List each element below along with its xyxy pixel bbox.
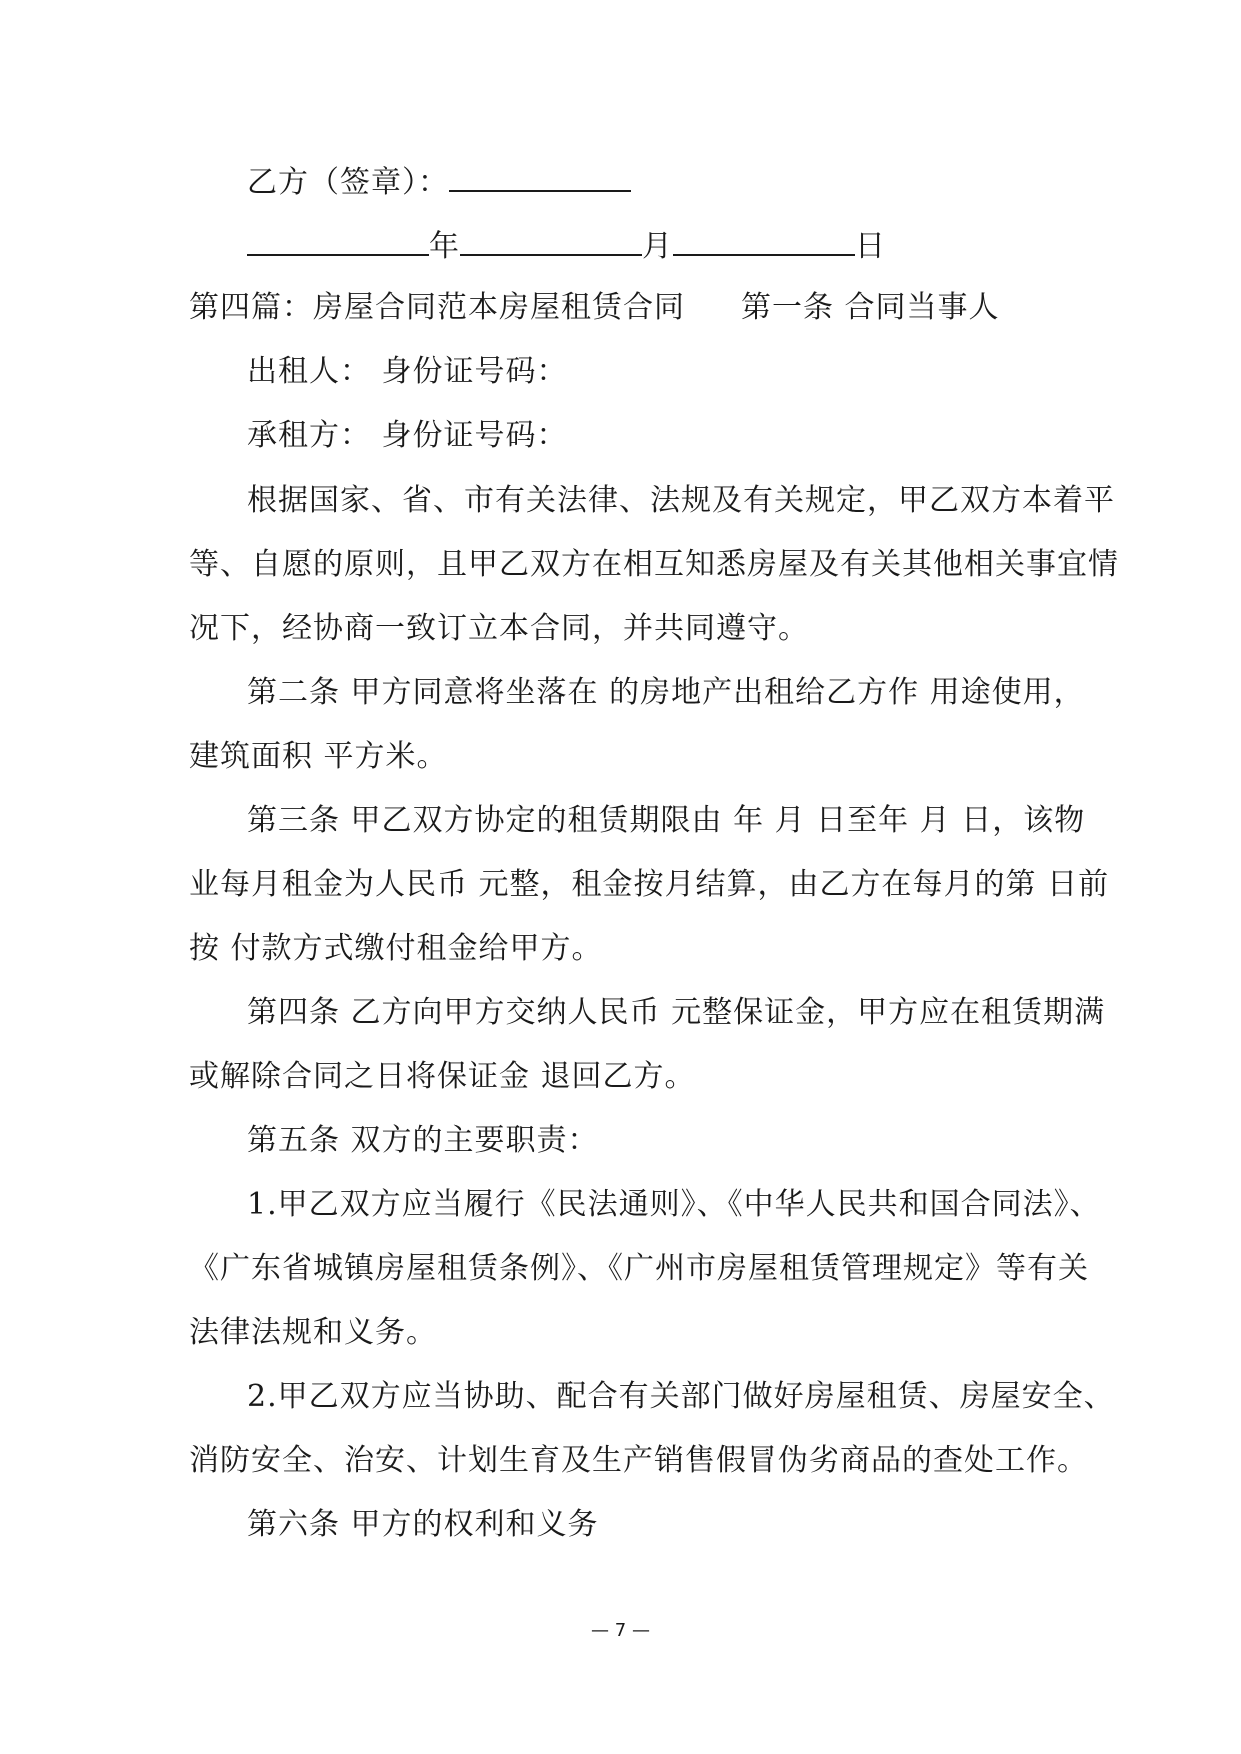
article-one-heading: 第一条 合同当事人 bbox=[741, 290, 1000, 325]
section-heading bbox=[189, 288, 1000, 328]
clause-two-line: 2.甲乙双方应当协助、配合有关部门做好房屋租赁、房屋安全、 bbox=[247, 1379, 1115, 1414]
paragraph-line: 业每月租金为人民币 元整，租金按月结算，由乙方在每月的第 日前 bbox=[189, 867, 1110, 902]
year-label: 年 bbox=[429, 229, 460, 264]
paragraph-line: 消防安全、治安、计划生育及生产销售假冒伪劣商品的查处工作。 bbox=[189, 1443, 1088, 1478]
article-two-line: 第二条 甲方同意将坐落在 的房地产出租给乙方作 用途使用， bbox=[247, 675, 1085, 710]
clause-one-line: 1.甲乙双方应当履行《民法通则》、《中华人民共和国合同法》、 bbox=[247, 1187, 1101, 1222]
day-blank bbox=[673, 224, 855, 256]
article-six-line: 第六条 甲方的权利和义务 bbox=[247, 1507, 599, 1542]
paragraph-line: 按 付款方式缴付租金给甲方。 bbox=[189, 931, 603, 966]
day-label: 日 bbox=[855, 229, 886, 264]
month-label: 月 bbox=[642, 229, 673, 264]
paragraph-line: 建筑面积 平方米。 bbox=[189, 739, 448, 774]
paragraph-line: 况下，经协商一致订立本合同，并共同遵守。 bbox=[189, 611, 809, 646]
paragraph-line: 等、自愿的原则，且甲乙双方在相互知悉房屋及有关其他相关事宜情 bbox=[189, 547, 1119, 582]
section-title: 第四篇：房屋合同范本房屋租赁合同 bbox=[189, 290, 685, 325]
paragraph-line: 法律法规和义务。 bbox=[189, 1315, 437, 1350]
article-five-line: 第五条 双方的主要职责： bbox=[247, 1123, 599, 1158]
signature-blank bbox=[449, 160, 631, 192]
date-line bbox=[247, 224, 886, 267]
year-blank bbox=[247, 224, 429, 256]
lessor-line: 出租人： 身份证号码： bbox=[247, 354, 568, 389]
article-three-line: 第三条 甲乙双方协定的租赁期限由 年 月 日至年 月 日，该物 bbox=[247, 803, 1086, 838]
page-number: — 7 — bbox=[591, 1620, 650, 1641]
party-b-signature-label: 乙方（签章）： bbox=[247, 165, 449, 200]
paragraph-line: 根据国家、省、市有关法律、法规及有关规定，甲乙双方本着平 bbox=[247, 483, 1115, 518]
lessee-line: 承租方： 身份证号码： bbox=[247, 418, 568, 453]
paragraph-line: 《广东省城镇房屋租赁条例》、《广州市房屋租赁管理规定》等有关 bbox=[189, 1251, 1089, 1286]
paragraph-line: 或解除合同之日将保证金 退回乙方。 bbox=[189, 1059, 696, 1094]
article-four-line: 第四条 乙方向甲方交纳人民币 元整保证金，甲方应在租赁期满 bbox=[247, 995, 1106, 1030]
month-blank bbox=[460, 224, 642, 256]
signature-line-party-b bbox=[247, 160, 631, 203]
